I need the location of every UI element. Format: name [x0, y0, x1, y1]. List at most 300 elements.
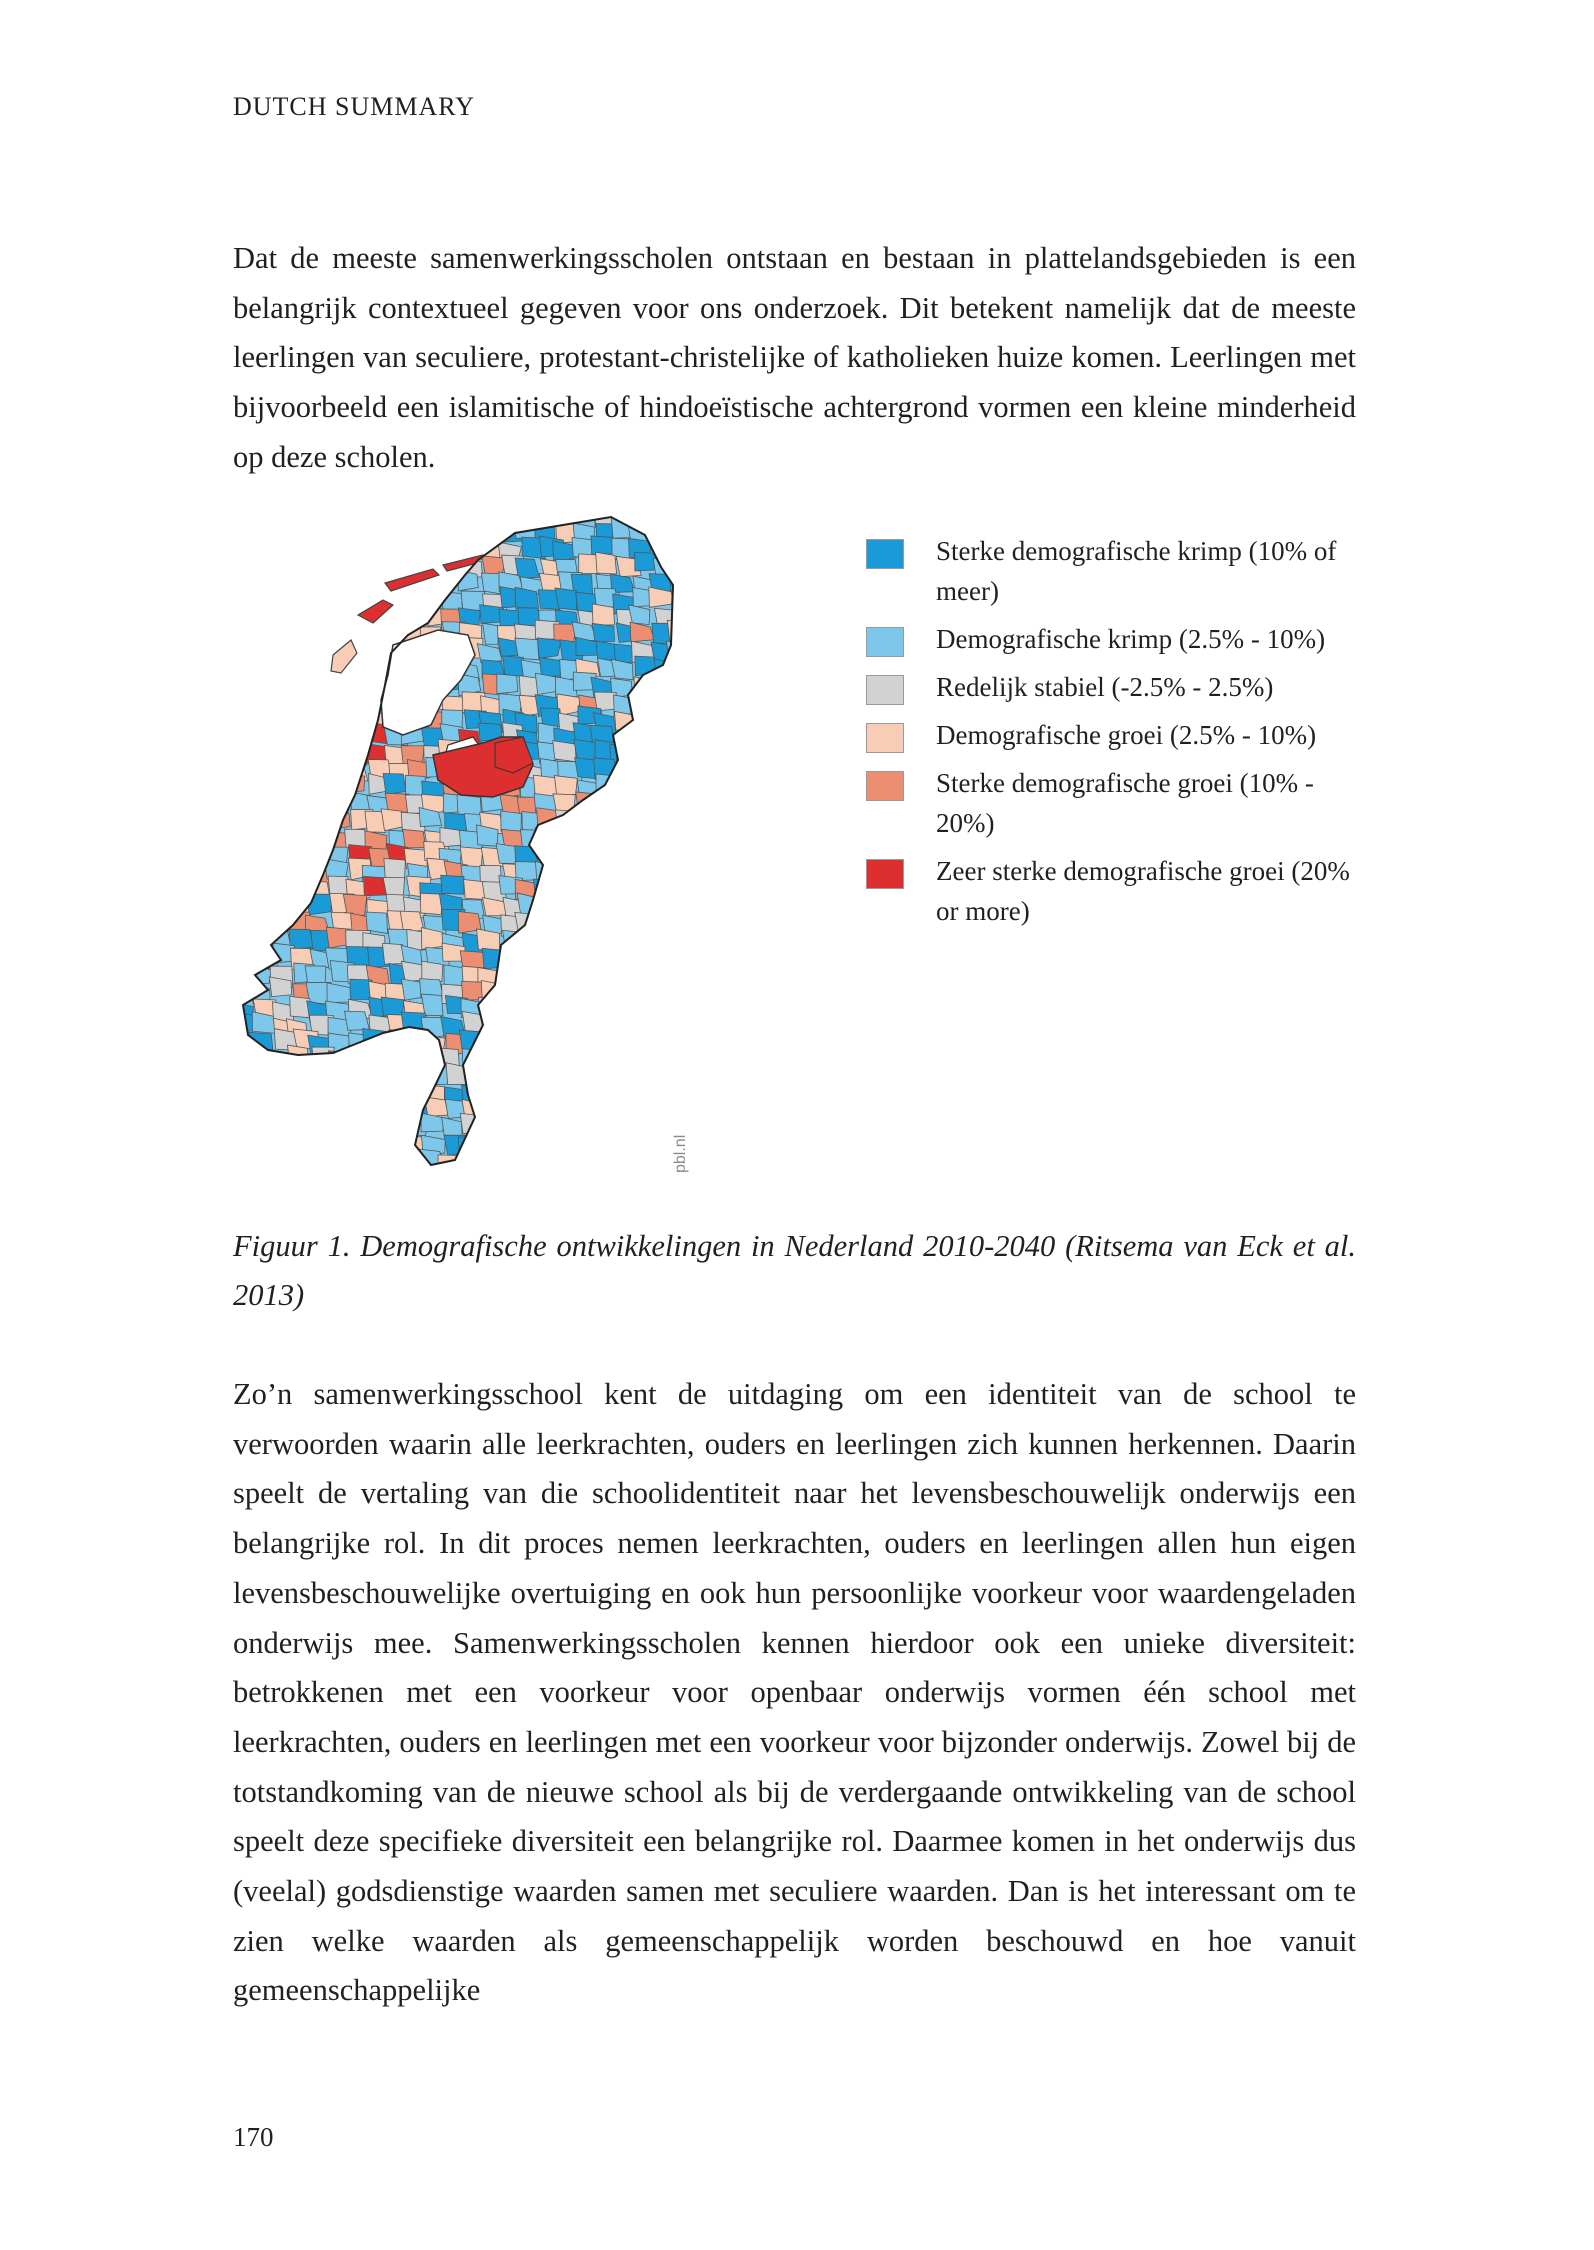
municipality-region [496, 844, 517, 864]
municipality-region [294, 859, 318, 878]
municipality-region [632, 1049, 656, 1070]
municipality-region [483, 1135, 507, 1157]
municipality-region [632, 928, 655, 947]
municipality-region [287, 831, 311, 849]
municipality-region [539, 1065, 560, 1087]
municipality-region [328, 1084, 350, 1105]
municipality-region [614, 1082, 638, 1103]
municipality-region [628, 1154, 652, 1174]
municipality-region [365, 1134, 389, 1156]
municipality-region [647, 675, 671, 696]
legend-item-shrink [866, 619, 1366, 659]
municipality-region [653, 977, 677, 998]
municipality-region [647, 950, 668, 971]
municipality-region [328, 676, 351, 698]
municipality-region [271, 741, 295, 762]
municipality-region [383, 773, 406, 794]
municipality-region [294, 593, 318, 614]
municipality-region [400, 505, 423, 525]
municipality-region [477, 1051, 498, 1072]
municipality-region [673, 900, 696, 920]
municipality-region [307, 593, 329, 615]
municipality-region [614, 1102, 635, 1124]
municipality-region [269, 540, 291, 558]
municipality-region [689, 892, 713, 914]
municipality-region [649, 1152, 673, 1171]
municipality-region [253, 553, 276, 575]
municipality-region [290, 560, 315, 582]
municipality-region [554, 1165, 576, 1184]
municipality-region [294, 689, 317, 709]
municipality-region [346, 1138, 371, 1159]
municipality-region [671, 586, 695, 606]
municipality-region [689, 559, 711, 580]
municipality-region [652, 505, 674, 524]
municipality-region [540, 966, 563, 988]
municipality-region [235, 1099, 256, 1121]
municipality-region [515, 638, 539, 660]
municipality-region [362, 554, 387, 573]
municipality-region [290, 1100, 311, 1121]
legend-label: Redelijk stabiel (-2.5% - 2.5%) [936, 672, 1274, 702]
municipality-region [631, 689, 654, 710]
municipality-region [633, 862, 654, 882]
municipality-region [576, 1000, 598, 1019]
municipality-region [539, 658, 560, 676]
municipality-region [666, 849, 691, 869]
municipality-region [497, 674, 518, 694]
municipality-region [535, 985, 557, 1007]
municipality-region [634, 677, 658, 698]
municipality-region [237, 747, 261, 769]
municipality-region [635, 1119, 659, 1141]
municipality-region [690, 1116, 712, 1136]
municipality-region [331, 505, 355, 525]
body-paragraph-1: Dat de meeste samenwerkingsscholen ontstaan en bestaan in plattelandsgebieden is een belangrijk contextueel gegeven voor ons onderzoek. Dit betekent namelijk dat de meeste leerlingen van seculiere, protestant-christelijke of katholieken huize komen. Leerlingen met bijvoorbeeld een islamitische of hindoeïstische achtergrond vormen een kleine minderheid op deze scholen. [233, 241, 1356, 474]
municipality-region [307, 1134, 331, 1154]
municipality-region [287, 712, 308, 733]
municipality-region [633, 1166, 658, 1185]
municipality-region [503, 1063, 525, 1084]
municipality-region [236, 575, 259, 596]
municipality-region [293, 526, 318, 545]
municipality-region [288, 795, 310, 816]
municipality-region [235, 758, 259, 779]
municipality-region [635, 1101, 656, 1123]
municipality-region [310, 675, 334, 695]
municipality-region [311, 705, 334, 727]
municipality-region [253, 621, 274, 642]
municipality-region [614, 807, 636, 828]
municipality-region [233, 1150, 257, 1171]
municipality-region [365, 1097, 390, 1117]
municipality-region [251, 505, 274, 522]
municipality-region [617, 798, 640, 818]
municipality-region [497, 505, 517, 523]
municipality-region [610, 1115, 632, 1137]
municipality-region [519, 999, 542, 1021]
municipality-region [629, 762, 652, 783]
legend-item-growth [866, 715, 1366, 755]
municipality-region [649, 995, 672, 1015]
municipality-region [616, 1172, 638, 1185]
municipality-region [367, 625, 389, 646]
municipality-region [381, 1083, 405, 1103]
municipality-region [286, 1152, 309, 1173]
municipality-region [400, 1052, 423, 1072]
municipality-region [503, 983, 525, 1004]
municipality-region [442, 536, 466, 556]
municipality-region [267, 722, 291, 741]
municipality-region [405, 1069, 429, 1089]
municipality-region [673, 826, 698, 847]
municipality-region [233, 1046, 257, 1068]
municipality-region [327, 575, 352, 596]
municipality-region [593, 912, 616, 933]
municipality-region [422, 961, 443, 981]
municipality-region [692, 1155, 714, 1176]
municipality-region [671, 757, 696, 778]
municipality-region [498, 1166, 522, 1185]
netherlands-map [233, 505, 853, 1185]
municipality-region [555, 588, 577, 610]
municipality-region [649, 848, 674, 869]
municipality-region [692, 1051, 717, 1073]
municipality-region [255, 707, 277, 727]
municipality-region [576, 912, 600, 932]
municipality-region [347, 505, 370, 523]
municipality-region [499, 1101, 521, 1123]
municipality-region [308, 1069, 330, 1090]
municipality-region [691, 984, 716, 1002]
municipality-region [592, 1011, 614, 1032]
municipality-region [649, 1169, 671, 1185]
municipality-region [689, 774, 714, 794]
municipality-region [293, 576, 316, 597]
municipality-region [691, 672, 714, 692]
municipality-region [255, 763, 280, 783]
municipality-region [477, 1099, 501, 1120]
legend-item-strong-growth [866, 763, 1366, 843]
municipality-region [271, 845, 296, 867]
municipality-region [616, 950, 639, 969]
municipality-region [689, 1100, 713, 1121]
municipality-region [592, 860, 613, 882]
legend-swatch [866, 539, 904, 569]
municipality-region [293, 776, 316, 795]
municipality-region [613, 1001, 638, 1023]
municipality-region [692, 995, 714, 1015]
municipality-region [572, 812, 593, 832]
municipality-region [686, 522, 709, 544]
municipality-region [267, 671, 290, 691]
municipality-region [502, 946, 525, 965]
municipality-region [312, 743, 337, 763]
municipality-region [593, 1120, 616, 1139]
municipality-region [573, 1130, 596, 1152]
municipality-region [576, 826, 601, 846]
municipality-region [689, 967, 711, 988]
municipality-region [287, 603, 308, 624]
municipality-region [630, 1134, 652, 1155]
municipality-region [502, 1049, 522, 1069]
municipality-region [274, 1170, 295, 1185]
municipality-region [270, 559, 293, 579]
municipality-region [421, 994, 443, 1016]
municipality-region [669, 777, 691, 798]
municipality-region [381, 809, 402, 831]
municipality-region [649, 520, 673, 541]
municipality-region [368, 1080, 393, 1100]
municipality-region [255, 1081, 278, 1102]
municipality-region [634, 877, 656, 899]
municipality-region [672, 880, 694, 900]
municipality-region [631, 964, 653, 984]
municipality-region [632, 508, 654, 530]
municipality-region [673, 796, 698, 815]
municipality-region [667, 1065, 687, 1087]
municipality-region [689, 759, 713, 780]
municipality-region [250, 577, 271, 598]
municipality-region [636, 712, 661, 731]
municipality-region [233, 521, 252, 542]
municipality-region [255, 1097, 276, 1118]
municipality-region [614, 978, 636, 998]
municipality-region [328, 691, 351, 709]
municipality-region [288, 671, 312, 691]
municipality-region [233, 505, 255, 525]
municipality-region [612, 776, 636, 797]
municipality-region [653, 740, 678, 762]
municipality-region [535, 1014, 560, 1035]
municipality-region [420, 893, 441, 914]
municipality-region [345, 707, 367, 728]
municipality-region [592, 898, 615, 918]
municipality-region [520, 1133, 544, 1152]
municipality-region [312, 781, 334, 802]
municipality-region [558, 1131, 578, 1150]
municipality-region [346, 722, 370, 744]
municipality-region [669, 505, 691, 524]
municipality-region [345, 1011, 370, 1030]
municipality-region [592, 927, 612, 949]
municipality-region [610, 1048, 633, 1069]
municipality-region [268, 1097, 291, 1118]
municipality-region [631, 1068, 655, 1089]
municipality-region [255, 1148, 277, 1167]
municipality-region [255, 830, 279, 851]
municipality-region [344, 678, 367, 697]
municipality-region [331, 779, 355, 799]
municipality-region [669, 744, 693, 763]
municipality-region [426, 1165, 449, 1184]
municipality-region [689, 1166, 712, 1185]
municipality-region [255, 881, 278, 899]
municipality-region [233, 807, 255, 827]
municipality-region [458, 1149, 483, 1170]
municipality-region [554, 917, 577, 937]
municipality-region [233, 830, 254, 850]
municipality-region [366, 1120, 389, 1141]
municipality-region [343, 894, 367, 915]
municipality-region [539, 1085, 560, 1104]
municipality-region [233, 979, 256, 998]
municipality-region [389, 556, 413, 578]
municipality-region [535, 894, 560, 915]
municipality-region [347, 1098, 371, 1119]
municipality-region [401, 1153, 423, 1174]
municipality-region [654, 859, 679, 879]
municipality-region [233, 609, 255, 631]
page-number: 170 [233, 2122, 274, 2152]
municipality-region [419, 505, 444, 524]
municipality-region [343, 1169, 368, 1185]
municipality-region [592, 604, 614, 626]
municipality-region [688, 658, 713, 680]
municipality-region [233, 1119, 253, 1140]
municipality-region [269, 977, 291, 997]
municipality-region [306, 1086, 327, 1107]
municipality-region [479, 1119, 503, 1138]
municipality-region [348, 1066, 372, 1088]
municipality-region [649, 795, 672, 816]
municipality-region [596, 552, 617, 574]
municipality-region [649, 728, 673, 747]
municipality-region [590, 829, 613, 850]
municipality-region [636, 845, 658, 866]
municipality-region [616, 846, 641, 868]
municipality-region [559, 896, 581, 917]
municipality-region [271, 1083, 295, 1105]
municipality-region [616, 1030, 640, 1050]
municipality-region [384, 1133, 408, 1152]
municipality-region [615, 730, 638, 751]
municipality-region [253, 725, 277, 746]
municipality-region [572, 1049, 597, 1069]
municipality-region [687, 572, 710, 593]
municipality-region [669, 710, 692, 731]
municipality-region [555, 876, 577, 895]
municipality-region [672, 605, 695, 627]
municipality-region [650, 1012, 672, 1034]
map-legend [866, 531, 1366, 939]
municipality-region [330, 1064, 351, 1085]
municipality-region [690, 812, 714, 834]
municipality-region [596, 774, 619, 795]
municipality-region [574, 1117, 599, 1137]
municipality-region [553, 1148, 577, 1170]
municipality-region [688, 1018, 713, 1036]
municipality-region [632, 916, 656, 936]
municipality-region [292, 1169, 314, 1185]
municipality-region [520, 984, 544, 1004]
legend-item-very-strong-growth [866, 851, 1366, 931]
running-title: DUTCH SUMMARY [233, 92, 475, 121]
municipality-region [307, 1117, 331, 1136]
municipality-region [503, 1130, 528, 1151]
municipality-region [389, 1030, 411, 1052]
municipality-region [692, 587, 715, 607]
municipality-region [537, 1119, 561, 1138]
municipality-region [347, 1050, 371, 1072]
municipality-region [305, 758, 330, 779]
municipality-region [590, 1000, 613, 1019]
municipality-region [537, 638, 561, 659]
municipality-region [650, 708, 674, 728]
municipality-region [234, 790, 258, 810]
municipality-region [233, 844, 254, 865]
municipality-region [632, 832, 656, 850]
municipality-region [573, 930, 594, 948]
municipality-region [522, 945, 546, 965]
municipality-region [308, 827, 333, 849]
municipality-region [235, 725, 258, 745]
municipality-region [499, 1121, 522, 1143]
municipality-region [649, 877, 673, 898]
municipality-region [592, 964, 616, 982]
municipality-region [290, 815, 313, 834]
municipality-region [612, 1013, 637, 1033]
municipality-region [667, 998, 688, 1020]
municipality-region [308, 628, 333, 648]
municipality-region [496, 1147, 520, 1166]
municipality-region [671, 928, 696, 949]
municipality-region [533, 1153, 554, 1172]
municipality-region [615, 1137, 638, 1157]
municipality-region [666, 1048, 688, 1068]
municipality-region [614, 895, 639, 914]
municipality-region [553, 741, 576, 762]
municipality-region [591, 1085, 616, 1106]
municipality-region [311, 797, 333, 819]
municipality-region [519, 962, 541, 984]
municipality-region [515, 505, 537, 527]
municipality-region [249, 1136, 272, 1157]
municipality-region [291, 541, 316, 561]
municipality-region [517, 893, 539, 915]
municipality-region [308, 1102, 331, 1124]
legend-swatch [866, 627, 904, 657]
municipality-region [535, 1102, 560, 1123]
municipality-region [478, 1063, 499, 1083]
municipality-region [324, 1133, 344, 1155]
municipality-region [596, 1048, 618, 1069]
legend-label: Demografische krimp (2.5% - 10%) [936, 624, 1326, 654]
municipality-region [252, 1065, 273, 1085]
municipality-region [324, 1170, 348, 1185]
municipality-region [305, 604, 327, 626]
municipality-region [690, 841, 713, 862]
municipality-region [251, 930, 274, 949]
municipality-region [383, 877, 404, 895]
municipality-region [327, 1116, 349, 1136]
municipality-region [388, 1045, 413, 1066]
municipality-region [576, 859, 600, 880]
municipality-region [687, 623, 711, 642]
municipality-region [482, 1148, 505, 1166]
municipality-region [556, 844, 579, 865]
municipality-region [305, 558, 330, 579]
municipality-region [688, 1066, 712, 1087]
municipality-region [518, 932, 542, 952]
municipality-region [330, 590, 352, 609]
legend-swatch [866, 675, 904, 705]
municipality-region [273, 794, 293, 814]
municipality-region [384, 858, 405, 880]
municipality-region [594, 1137, 617, 1157]
municipality-region [288, 757, 311, 777]
municipality-region [457, 795, 481, 816]
